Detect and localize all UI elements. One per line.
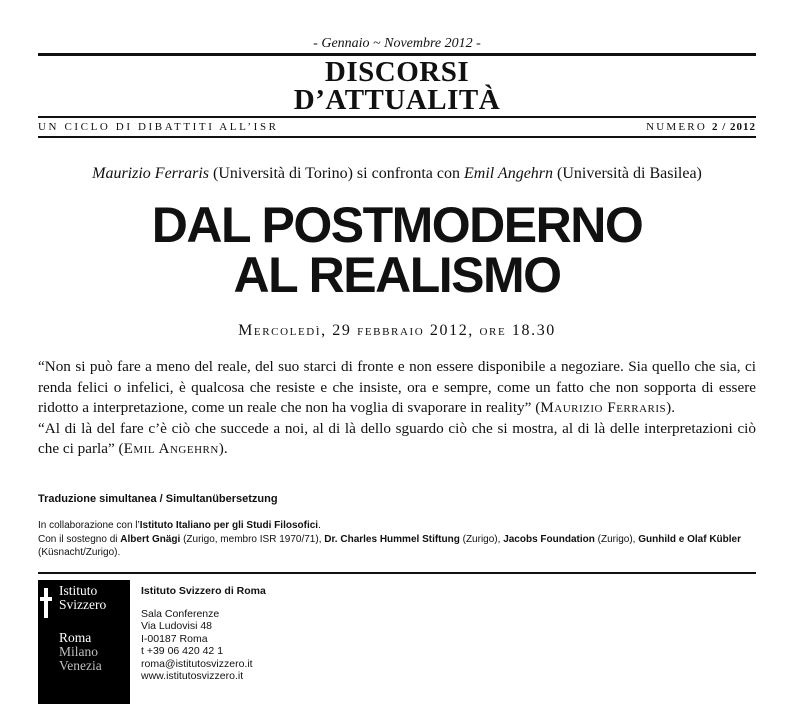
- quote-1-text: “Non si può fare a meno del reale, del suo starci di fronte e non essere disponibile a negoziare. Sia quello che sia, ci renda felici o infelici, è qualcosa che resiste e che insiste, ora e sempre, come un fatto che non sopporta di essere ridotto a interpretazione, come un reale che non ha voglia di svaporare in reality”: [38, 358, 756, 416]
- institute-logo: [38, 580, 130, 704]
- logo-cities: [59, 631, 102, 673]
- translation-note: Traduzione simultanea / Simultanübersetzung: [38, 493, 278, 505]
- speaker-1-affiliation: (Università di Torino) si confronta con: [213, 165, 460, 182]
- series-title-line1: DISCORSI: [324, 56, 470, 88]
- logo-city-2: Milano: [59, 644, 98, 659]
- logo-line-2: Svizzero: [59, 597, 107, 612]
- contact-venue: Sala Conferenze: [141, 607, 220, 620]
- speakers-line: [0, 165, 794, 183]
- event-title: [0, 197, 794, 303]
- quotes-block: [38, 357, 756, 460]
- logo-name: [59, 584, 106, 612]
- contact-email[interactable]: roma@istitutosvizzero.it: [141, 657, 253, 670]
- date-range: - Gennaio ~ Novembre 2012 -: [313, 36, 481, 51]
- sponsor-1: Albert Gnägi: [120, 533, 181, 545]
- issue-number: [646, 121, 756, 133]
- sponsor-3-note: (Zurigo),: [597, 533, 636, 545]
- speaker-2: Emil Angehrn: [464, 165, 554, 182]
- logo-city-1: Roma: [59, 630, 92, 645]
- sponsor-1-note: (Zurigo, membro ISR 1970/71),: [183, 533, 322, 545]
- event-title-line1: DAL POSTMODERNO: [151, 197, 643, 253]
- collab-org: Istituto Italiano per gli Studi Filosofici: [139, 520, 319, 531]
- footer-rule: [38, 572, 756, 574]
- speaker-1: Maurizio Ferraris: [92, 165, 210, 182]
- header-bottom-rule: [38, 136, 756, 138]
- series-title-line2: D’ATTUALITÀ: [293, 84, 501, 116]
- event-title-line2: AL REALISMO: [233, 247, 561, 303]
- sponsor-4-note: (Küsnacht/Zurigo).: [38, 547, 121, 558]
- sponsor-2: Dr. Charles Hummel Stiftung: [324, 533, 460, 545]
- speaker-2-affiliation: (Università di Basilea): [557, 165, 702, 182]
- support-prefix: Con il sostegno di: [38, 533, 118, 545]
- quote-2: “Al di là del fare c’è ciò che succede a noi, al di là dello sguardo ciò che si mostra, al di là delle interpretazioni ciò che ci parla” (Emil Angehrn).: [38, 419, 756, 457]
- series-title: [0, 58, 794, 114]
- support-line: [38, 533, 756, 560]
- sponsor-3: Jacobs Foundation: [503, 533, 595, 545]
- sponsor-2-note: (Zurigo),: [462, 533, 501, 545]
- issue-value: 2 / 2012: [711, 121, 756, 133]
- contact-phone: t +39 06 420 42 1: [141, 645, 224, 657]
- contact-block: [141, 585, 266, 683]
- contact-street: Via Ludovisi 48: [141, 620, 213, 632]
- quote-1: “Non si può fare a meno del reale, del suo starci di fronte e non essere disponibile a negoziare. Sia quello che sia, ci renda felici o infelici, è qualcosa che resiste e che insiste, ora e sempre, come un fatto che non sopporta di essere ridotto a interpretazione, come un reale che non ha voglia di svaporare in reality” (Maurizio Ferraris).: [38, 358, 756, 416]
- swiss-cross-icon: [40, 588, 52, 618]
- quote-1-author: Maurizio Ferraris: [540, 399, 667, 416]
- collaboration-line: In collaborazione con l’Istituto Italiano per gli Studi Filosofici.: [38, 520, 321, 531]
- series-subtitle: UN CICLO DI DIBATTITI ALL’ISR: [38, 121, 279, 133]
- collab-prefix: In collaborazione con l’: [38, 520, 140, 531]
- event-date: Mercoledì, 29 febbraio 2012, ore 18.30: [238, 322, 556, 339]
- logo-city-3: Venezia: [59, 658, 102, 673]
- logo-line-1: Istituto: [59, 583, 98, 598]
- sponsor-4: Gunhild e Olaf Kübler: [638, 533, 742, 545]
- quote-2-text: “Al di là del fare c’è ciò che succede a noi, al di là dello sguardo ciò che si mostra, al di là delle interpretazioni ciò che ci parla”: [38, 419, 756, 457]
- contact-org: Istituto Svizzero di Roma: [141, 585, 266, 597]
- contact-website[interactable]: www.istitutosvizzero.it: [141, 670, 244, 682]
- credits: [38, 519, 756, 560]
- issue-prefix: NUMERO: [646, 121, 707, 133]
- contact-city: I-00187 Roma: [141, 632, 208, 645]
- header-rule: [38, 116, 756, 118]
- quote-2-author: Emil Angehrn: [123, 440, 219, 457]
